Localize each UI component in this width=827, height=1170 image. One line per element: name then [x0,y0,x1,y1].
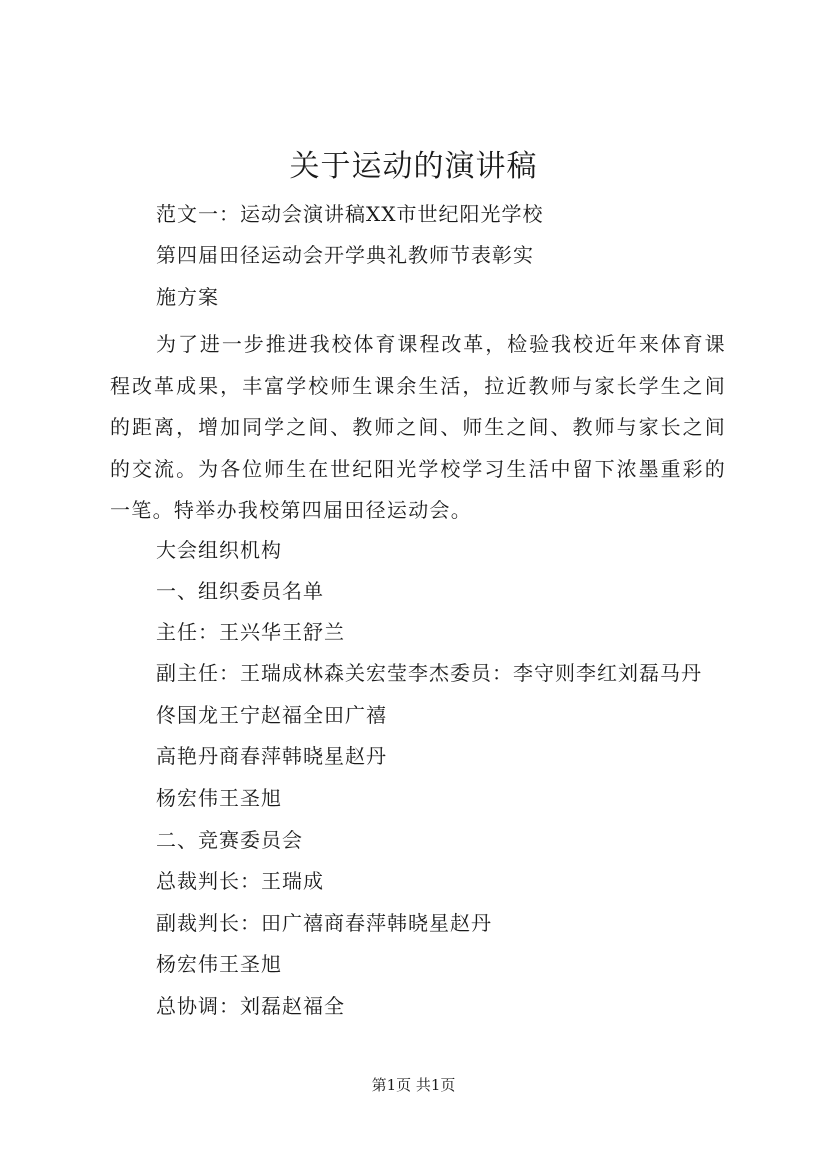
document-title: 关于运动的演讲稿 [289,149,538,184]
list-item-members-cont-3: 杨宏伟王圣旭 [156,786,282,810]
list-item-chief-referee: 总裁判长：王瑞成 [156,869,324,893]
text-line-2: 第四届田径运动会开学典礼教师节表彰实 [156,243,534,267]
section-heading-organization: 大会组织机构 [156,538,282,562]
list-item-deputy-referee-cont: 杨宏伟王圣旭 [156,952,282,976]
list-item-director: 主任：王兴华王舒兰 [156,620,345,644]
body-paragraph: 为了进一步推进我校体育课程改革，检验我校近年来体育课程改革成果，丰富学校师生课余生活，拉近教师与家长学生之间的距离，增加同学之间、教师之间、师生之间、教师与家长之间的交流。为各位师生在世纪阳光学校学习生活中留下浓墨重彩的一笔。特举办我校第四届田径运动会。 [110,332,726,522]
text-line-1: 范文一：运动会演讲稿XX市世纪阳光学校 [156,202,544,226]
subsection-heading-committee: 一、组织委员名单 [156,579,324,603]
page-footer: 第1页 共1页 [371,1076,456,1094]
list-item-members-cont-2: 高艳丹商春萍韩晓星赵丹 [156,744,387,768]
list-item-coordinator: 总协调：刘磊赵福全 [156,994,345,1018]
list-item-deputy-referee: 副裁判长：田广禧商春萍韩晓星赵丹 [156,911,492,935]
list-item-members-cont-1: 佟国龙王宁赵福全田广禧 [156,703,387,727]
text-line-3: 施方案 [156,285,219,309]
list-item-deputy-director: 副主任：王瑞成林森关宏莹李杰委员：李守则李红刘磊马丹 [156,661,702,685]
subsection-heading-competition: 二、竞赛委员会 [156,828,303,852]
